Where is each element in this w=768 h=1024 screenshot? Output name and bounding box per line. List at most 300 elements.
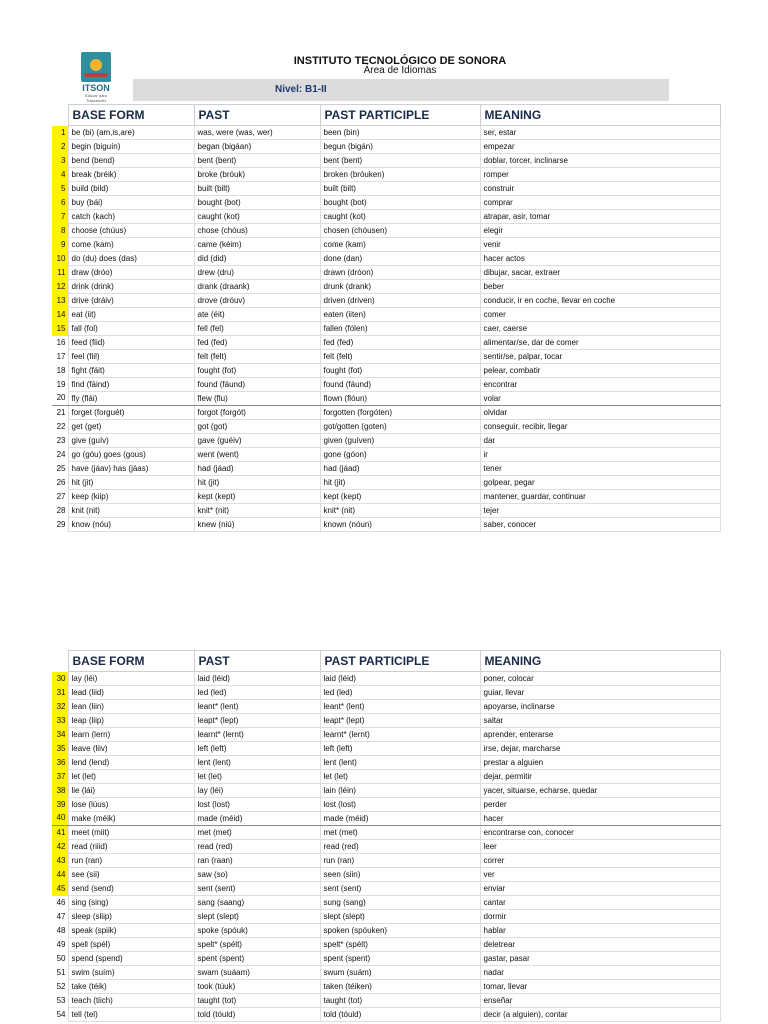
past-cell: slept (slept): [194, 910, 320, 924]
past-cell: kept (kept): [194, 490, 320, 504]
verb-row: [52, 280, 720, 294]
verbs-table-1: [52, 104, 721, 532]
past-cell: told (tóuld): [194, 1008, 320, 1022]
past-participle-cell: knit* (nit): [320, 504, 480, 518]
base-form-cell: lean (liin): [68, 700, 194, 714]
past-cell: fed (fed): [194, 336, 320, 350]
verb-row: [52, 434, 720, 448]
past-cell: chose (chóus): [194, 224, 320, 238]
base-form-cell: come (kam): [68, 238, 194, 252]
base-form-cell: learn (lern): [68, 728, 194, 742]
row-number: 5: [52, 182, 68, 196]
meaning-cell: ser, estar: [480, 126, 720, 140]
past-cell: drank (draank): [194, 280, 320, 294]
past-participle-cell: fallen (fólen): [320, 322, 480, 336]
row-number: 53: [56, 995, 66, 1005]
row-number: 15: [52, 322, 68, 336]
meaning-cell: comprar: [480, 196, 720, 210]
verb-row: [52, 238, 720, 252]
row-number: 32: [52, 700, 68, 714]
row-number: 28: [56, 505, 66, 515]
past-cell: laid (léid): [194, 672, 320, 686]
base-form-cell: fall (fol): [68, 322, 194, 336]
base-form-cell: forget (forguét): [68, 406, 194, 420]
meaning-cell: dormir: [480, 910, 720, 924]
verb-row: [52, 406, 720, 420]
meaning-cell: saber, conocer: [480, 518, 720, 532]
verb-row: [52, 504, 720, 518]
itson-logo: [78, 52, 114, 103]
meaning-cell: cantar: [480, 896, 720, 910]
verb-row: [52, 868, 720, 882]
past-participle-cell: swum (suám): [320, 966, 480, 980]
base-form-cell: leave (liiv): [68, 742, 194, 756]
past-participle-cell: run (ran): [320, 854, 480, 868]
base-form-cell: meet (miit): [68, 826, 194, 840]
verb-row: [52, 462, 720, 476]
row-number: 11: [52, 266, 68, 280]
past-cell: broke (bróuk): [194, 168, 320, 182]
area-subtitle: Área de Idiomas: [363, 65, 437, 76]
row-number: 43: [52, 854, 68, 868]
past-participle-cell: kept (kept): [320, 490, 480, 504]
meaning-cell: hablar: [480, 924, 720, 938]
base-form-cell: have (jáav) has (jáas): [68, 462, 194, 476]
row-number: 38: [52, 784, 68, 798]
past-participle-cell: told (tóuld): [320, 1008, 480, 1022]
verb-row: [52, 686, 720, 700]
meaning-cell: conducir, ir en coche, llevar en coche: [480, 294, 720, 308]
past-cell: led (led): [194, 686, 320, 700]
meaning-cell: empezar: [480, 140, 720, 154]
verbs-table-2: [52, 650, 721, 1022]
past-participle-cell: led (led): [320, 686, 480, 700]
verb-row: [52, 182, 720, 196]
row-number: 20: [52, 392, 68, 406]
meaning-cell: deletrear: [480, 938, 720, 952]
meaning-cell: gastar, pasar: [480, 952, 720, 966]
row-number: 44: [52, 868, 68, 882]
past-cell: spelt* (spélt): [194, 938, 320, 952]
past-cell: gave (guéiv): [194, 434, 320, 448]
row-number: 31: [52, 686, 68, 700]
past-participle-cell: made (méid): [320, 812, 480, 826]
past-cell: spoke (spóuk): [194, 924, 320, 938]
verb-row: [52, 882, 720, 896]
row-number: 3: [52, 154, 68, 168]
row-number: 8: [52, 224, 68, 238]
row-number: 35: [52, 742, 68, 756]
row-number: 40: [52, 812, 68, 826]
base-form-cell: know (nóu): [68, 518, 194, 532]
base-form-cell: sleep (sliip): [68, 910, 194, 924]
table-header-row: [52, 105, 720, 126]
institution-title: INSTITUTO TECNOLÓGICO DE SONORA: [293, 55, 507, 67]
row-number: 33: [52, 714, 68, 728]
row-number: 52: [56, 981, 66, 991]
base-form-cell: eat (iit): [68, 308, 194, 322]
base-form-cell: spend (spend): [68, 952, 194, 966]
meaning-cell: sentir/se, palpar, tocar: [480, 350, 720, 364]
row-number: 45: [52, 882, 68, 896]
past-participle-cell: drawn (dróon): [320, 266, 480, 280]
meaning-cell: leer: [480, 840, 720, 854]
base-form-cell: lose (lúus): [68, 798, 194, 812]
meaning-cell: dibujar, sacar, extraer: [480, 266, 720, 280]
past-cell: ran (raan): [194, 854, 320, 868]
row-number: 51: [56, 967, 66, 977]
row-number: 30: [52, 672, 68, 686]
base-form-cell: speak (spiik): [68, 924, 194, 938]
past-cell: met (met): [194, 826, 320, 840]
base-form-cell: give (guív): [68, 434, 194, 448]
past-cell: fought (fot): [194, 364, 320, 378]
past-cell: lay (léi): [194, 784, 320, 798]
meaning-cell: doblar, torcer, inclinarse: [480, 154, 720, 168]
verb-row: [52, 938, 720, 952]
meaning-header: MEANING: [480, 105, 720, 126]
meaning-cell: tomar, llevar: [480, 980, 720, 994]
past-participle-cell: gone (góon): [320, 448, 480, 462]
past-cell: flew (flu): [194, 392, 320, 406]
past-participle-cell: driven (driven): [320, 294, 480, 308]
verb-row: [52, 140, 720, 154]
table-header-row: [52, 651, 720, 672]
base-form-cell: do (du) does (das): [68, 252, 194, 266]
meaning-cell: golpear, pegar: [480, 476, 720, 490]
meaning-cell: apoyarse, inclinarse: [480, 700, 720, 714]
meaning-cell: ir: [480, 448, 720, 462]
base-form-cell: fight (fáit): [68, 364, 194, 378]
verb-row: [52, 994, 720, 1008]
verb-row: [52, 980, 720, 994]
row-number: 23: [56, 435, 66, 445]
base-form-cell: get (get): [68, 420, 194, 434]
base-form-cell: feed (fiid): [68, 336, 194, 350]
past-participle-cell: read (red): [320, 840, 480, 854]
row-number: 48: [56, 925, 66, 935]
verb-row: [52, 812, 720, 826]
past-cell: ate (éit): [194, 308, 320, 322]
past-cell: had (jáad): [194, 462, 320, 476]
base-form-cell: swim (suím): [68, 966, 194, 980]
level-banner: [133, 79, 669, 101]
past-participle-cell: leant* (lent): [320, 700, 480, 714]
past-participle-cell: known (nóun): [320, 518, 480, 532]
meaning-cell: enseñar: [480, 994, 720, 1008]
past-cell: came (kéim): [194, 238, 320, 252]
base-form-header: BASE FORM: [68, 105, 194, 126]
base-form-cell: lend (lend): [68, 756, 194, 770]
past-cell: swam (suáam): [194, 966, 320, 980]
past-cell: took (túuk): [194, 980, 320, 994]
row-number: 47: [56, 911, 66, 921]
past-participle-cell: let (let): [320, 770, 480, 784]
past-cell: made (méid): [194, 812, 320, 826]
verb-row: [52, 700, 720, 714]
base-form-cell: begin (biguín): [68, 140, 194, 154]
verb-row: [52, 196, 720, 210]
meaning-cell: venir: [480, 238, 720, 252]
logo-emblem: [81, 52, 111, 82]
meaning-cell: ver: [480, 868, 720, 882]
verb-row: [52, 728, 720, 742]
verb-row: [52, 252, 720, 266]
meaning-cell: mantener, guardar, continuar: [480, 490, 720, 504]
verb-row: [52, 350, 720, 364]
verb-row: [52, 392, 720, 406]
verb-row: [52, 798, 720, 812]
meaning-cell: nadar: [480, 966, 720, 980]
row-number: 41: [52, 826, 68, 840]
past-participle-cell: felt (felt): [320, 350, 480, 364]
past-cell: left (left): [194, 742, 320, 756]
verb-row: [52, 896, 720, 910]
verb-row: [52, 126, 720, 140]
past-cell: was, were (was, wer): [194, 126, 320, 140]
meaning-cell: aprender, enterarse: [480, 728, 720, 742]
past-participle-cell: forgotten (forgóten): [320, 406, 480, 420]
verb-row: [52, 770, 720, 784]
verb-row: [52, 924, 720, 938]
meaning-cell: caer, caerse: [480, 322, 720, 336]
meaning-cell: tejer: [480, 504, 720, 518]
past-cell: bought (bot): [194, 196, 320, 210]
row-number: 21: [56, 407, 66, 417]
past-participle-cell: found (fáund): [320, 378, 480, 392]
base-form-cell: make (méik): [68, 812, 194, 826]
verb-row: [52, 378, 720, 392]
row-number: 34: [52, 728, 68, 742]
past-cell: leapt* (lept): [194, 714, 320, 728]
row-number: 54: [56, 1009, 66, 1019]
past-participle-cell: met (met): [320, 826, 480, 840]
base-form-cell: knit (nit): [68, 504, 194, 518]
base-form-cell: let (let): [68, 770, 194, 784]
past-cell: saw (so): [194, 868, 320, 882]
past-participle-cell: caught (kot): [320, 210, 480, 224]
past-cell: drew (dru): [194, 266, 320, 280]
base-form-cell: break (bréik): [68, 168, 194, 182]
meaning-cell: decir (a alguien), contar: [480, 1008, 720, 1022]
past-participle-cell: spelt* (spélt): [320, 938, 480, 952]
past-cell: lost (lost): [194, 798, 320, 812]
base-form-cell: hit (jit): [68, 476, 194, 490]
past-participle-cell: fed (fed): [320, 336, 480, 350]
past-participle-cell: eaten (iiten): [320, 308, 480, 322]
verb-row: [52, 210, 720, 224]
past-cell: leant* (lent): [194, 700, 320, 714]
base-form-cell: take (téik): [68, 980, 194, 994]
past-participle-cell: bought (bot): [320, 196, 480, 210]
past-cell: lent (lent): [194, 756, 320, 770]
past-participle-cell: begun (bigán): [320, 140, 480, 154]
past-participle-header: PAST PARTICIPLE: [320, 105, 480, 126]
verb-row: [52, 266, 720, 280]
row-number: 49: [56, 939, 66, 949]
meaning-cell: dar: [480, 434, 720, 448]
verb-row: [52, 294, 720, 308]
past-cell: learnt* (lernt): [194, 728, 320, 742]
base-form-cell: be (bi) (am,is,are): [68, 126, 194, 140]
past-cell: drove (dróuv): [194, 294, 320, 308]
meaning-cell: tener: [480, 462, 720, 476]
base-form-cell: lie (lái): [68, 784, 194, 798]
verb-row: [52, 854, 720, 868]
row-number: 50: [56, 953, 66, 963]
past-cell: fell (fel): [194, 322, 320, 336]
past-participle-cell: lain (léin): [320, 784, 480, 798]
base-form-cell: sing (sing): [68, 896, 194, 910]
base-form-header: BASE FORM: [68, 651, 194, 672]
verb-row: [52, 308, 720, 322]
verb-row: [52, 756, 720, 770]
row-number: 4: [52, 168, 68, 182]
verb-row: [52, 518, 720, 532]
past-participle-cell: lost (lost): [320, 798, 480, 812]
past-participle-cell: sung (sang): [320, 896, 480, 910]
meaning-cell: hacer: [480, 812, 720, 826]
past-cell: began (bigáan): [194, 140, 320, 154]
past-participle-cell: chosen (chóusen): [320, 224, 480, 238]
row-number: 2: [52, 140, 68, 154]
row-number: 18: [56, 365, 66, 375]
verb-row: [52, 476, 720, 490]
meaning-cell: atrapar, asir, tomar: [480, 210, 720, 224]
base-form-cell: lay (léi): [68, 672, 194, 686]
base-form-cell: read (riiid): [68, 840, 194, 854]
meaning-cell: alimentar/se, dar de comer: [480, 336, 720, 350]
row-number: 25: [56, 463, 66, 473]
row-number: 37: [52, 770, 68, 784]
verb-row: [52, 336, 720, 350]
past-participle-cell: lent (lent): [320, 756, 480, 770]
verb-row: [52, 224, 720, 238]
row-number: 36: [52, 756, 68, 770]
row-number: 17: [56, 351, 66, 361]
logo-subtitle: Educar para Trascender: [85, 93, 107, 103]
past-participle-cell: flown (flóun): [320, 392, 480, 406]
base-form-cell: buy (bái): [68, 196, 194, 210]
base-form-cell: keep (kiip): [68, 490, 194, 504]
row-number: 16: [56, 337, 66, 347]
row-number: 27: [56, 491, 66, 501]
past-participle-cell: fought (fot): [320, 364, 480, 378]
meaning-header: MEANING: [480, 651, 720, 672]
past-cell: taught (tot): [194, 994, 320, 1008]
verb-row: [52, 448, 720, 462]
past-cell: knew (niú): [194, 518, 320, 532]
verb-row: [52, 420, 720, 434]
meaning-cell: yacer, situarse, echarse, quedar: [480, 784, 720, 798]
past-participle-cell: taken (téiken): [320, 980, 480, 994]
meaning-cell: olvidar: [480, 406, 720, 420]
verb-row: [52, 714, 720, 728]
past-cell: did (did): [194, 252, 320, 266]
base-form-cell: spell (spél): [68, 938, 194, 952]
row-number: 39: [52, 798, 68, 812]
verb-row: [52, 364, 720, 378]
past-participle-cell: left (left): [320, 742, 480, 756]
past-participle-cell: learnt* (lernt): [320, 728, 480, 742]
base-form-cell: leap (liip): [68, 714, 194, 728]
number-header: [52, 651, 68, 672]
row-number: 19: [56, 379, 66, 389]
past-cell: went (went): [194, 448, 320, 462]
verb-row: [52, 672, 720, 686]
meaning-cell: dejar, permitir: [480, 770, 720, 784]
meaning-cell: enviar: [480, 882, 720, 896]
meaning-cell: saltar: [480, 714, 720, 728]
verb-row: [52, 840, 720, 854]
past-participle-cell: taught (tot): [320, 994, 480, 1008]
past-participle-cell: sent (sent): [320, 882, 480, 896]
verb-row: [52, 966, 720, 980]
meaning-cell: hacer actos: [480, 252, 720, 266]
verb-row: [52, 490, 720, 504]
base-form-cell: build (bild): [68, 182, 194, 196]
past-participle-cell: broken (bróuken): [320, 168, 480, 182]
meaning-cell: construir: [480, 182, 720, 196]
row-number: 9: [52, 238, 68, 252]
past-participle-cell: done (dan): [320, 252, 480, 266]
verb-row: [52, 1008, 720, 1022]
past-participle-cell: hit (jit): [320, 476, 480, 490]
base-form-cell: choose (chúus): [68, 224, 194, 238]
row-number: 14: [52, 308, 68, 322]
past-cell: let (let): [194, 770, 320, 784]
base-form-cell: drive (dráiv): [68, 294, 194, 308]
meaning-cell: encontrar: [480, 378, 720, 392]
row-number: 6: [52, 196, 68, 210]
verb-row: [52, 826, 720, 840]
past-participle-cell: laid (léid): [320, 672, 480, 686]
number-header: [52, 105, 68, 126]
base-form-cell: drink (drink): [68, 280, 194, 294]
verb-row: [52, 742, 720, 756]
base-form-cell: tell (tel): [68, 1008, 194, 1022]
row-number: 42: [52, 840, 68, 854]
verb-row: [52, 910, 720, 924]
past-participle-cell: had (jáad): [320, 462, 480, 476]
meaning-cell: perder: [480, 798, 720, 812]
past-participle-cell: been (bin): [320, 126, 480, 140]
past-participle-cell: slept (slept): [320, 910, 480, 924]
verb-row: [52, 784, 720, 798]
past-cell: forgot (forgót): [194, 406, 320, 420]
past-participle-cell: leapt* (lept): [320, 714, 480, 728]
base-form-cell: find (fáind): [68, 378, 194, 392]
row-number: 13: [52, 294, 68, 308]
past-cell: bent (bent): [194, 154, 320, 168]
past-cell: spent (spent): [194, 952, 320, 966]
row-number: 7: [52, 210, 68, 224]
past-participle-header: PAST PARTICIPLE: [320, 651, 480, 672]
past-cell: got (got): [194, 420, 320, 434]
past-cell: knit* (nit): [194, 504, 320, 518]
past-header: PAST: [194, 651, 320, 672]
base-form-cell: feel (fiil): [68, 350, 194, 364]
verb-row: [52, 952, 720, 966]
past-cell: hit (jit): [194, 476, 320, 490]
base-form-cell: catch (kach): [68, 210, 194, 224]
row-number: 46: [56, 897, 66, 907]
past-participle-cell: spent (spent): [320, 952, 480, 966]
meaning-cell: romper: [480, 168, 720, 182]
meaning-cell: elegir: [480, 224, 720, 238]
meaning-cell: comer: [480, 308, 720, 322]
base-form-cell: teach (tiich): [68, 994, 194, 1008]
